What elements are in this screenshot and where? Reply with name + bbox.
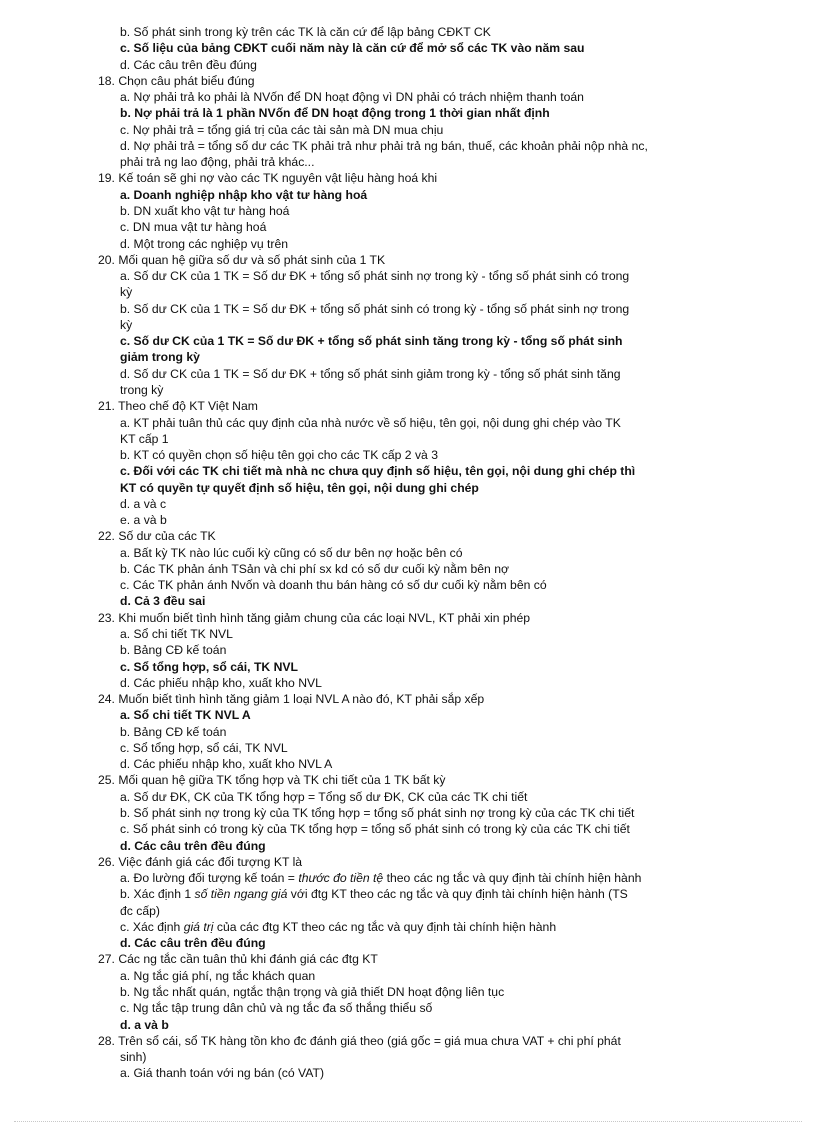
option-line (120, 870, 641, 886)
option-line: a. Doanh nghiệp nhập kho vật tư hàng hoá (120, 187, 368, 202)
option-line: b. DN xuất kho vật tư hàng hoá (120, 204, 290, 218)
option-line: KT có quyền tự quyết định số hiệu, tên gọi, nội dung ghi chép (120, 480, 479, 495)
line-text: b. Xác định 1 (120, 887, 195, 902)
question-line: 25. Mối quan hệ giữa TK tổng hợp và TK chi tiết của 1 TK bất kỳ (98, 773, 446, 788)
option-line: d. Nợ phải trả = tổng số dư các TK phải trả như phải trả ng bán, thuế, các khoản phải nộp nhà nc, (120, 138, 648, 153)
option-line: d. a và b (120, 1017, 169, 1032)
question-line: 26. Việc đánh giá các đối tượng KT là (98, 854, 303, 869)
option-line: d. Các câu trên đều đúng (120, 936, 266, 951)
option-line: a. Số dư CK của 1 TK = Số dư ĐK + tổng số phát sinh nợ trong kỳ - tổng số phát sinh có trong (120, 269, 630, 283)
question-line: 21. Theo chế độ KT Việt Nam (98, 399, 258, 414)
option-line: a. Sổ chi tiết TK NVL (120, 627, 233, 641)
option-line: c. DN mua vật tư hàng hoá (120, 220, 267, 235)
option-line: KT cấp 1 (120, 431, 169, 446)
option-line: b. Số phát sinh nợ trong kỳ của TK tổng hợp = tổng số phát sinh nợ trong kỳ của các TK chi tiết (120, 806, 635, 820)
option-line: d. Các phiếu nhập kho, xuất kho NVL A (120, 757, 333, 772)
option-line: a. Sổ chi tiết TK NVL A (120, 708, 251, 723)
option-line: kỳ (120, 285, 133, 300)
option-line: c. Các TK phản ánh Nvốn và doanh thu bán hàng có số dư cuối kỳ nằm bên có (120, 578, 547, 593)
option-line: d. Số dư CK của 1 TK = Số dư ĐK + tổng số phát sinh giảm trong kỳ - tổng số phát sinh tăng (120, 366, 621, 381)
option-line: b. Số phát sinh trong kỳ trên các TK là căn cứ để lập bảng CĐKT CK (120, 25, 491, 39)
question-line: 28. Trên sổ cái, sổ TK hàng tồn kho đc đánh giá theo (giá gốc = giá mua chưa VAT + chi phí phát (98, 1033, 621, 1048)
option-line: kỳ (120, 317, 133, 332)
option-line: c. Sổ tổng hợp, sổ cái, TK NVL (120, 659, 298, 674)
line-text: c. Xác định (120, 919, 184, 934)
option-line: b. Các TK phản ánh TSản và chi phí sx kd có số dư cuối kỳ nằm bên nợ (120, 561, 509, 576)
option-line: d. Một trong các nghiệp vụ trên (120, 236, 289, 251)
line-text: a. Đo lường đối tượng kế toán = (120, 871, 299, 885)
option-line: phải trả ng lao động, phải trả khác... (120, 155, 315, 170)
option-line: a. Giá thanh toán với ng bán (có VAT) (120, 1066, 325, 1081)
option-line: b. Số dư CK của 1 TK = Số dư ĐK + tổng số phát sinh có trong kỳ - tổng số phát sinh nợ trong (120, 301, 630, 316)
question-line: 27. Các ng tắc cần tuân thủ khi đánh giá các đtg KT (98, 952, 378, 967)
option-line: a. Ng tắc giá phí, ng tắc khách quan (120, 968, 316, 983)
question-line: 24. Muốn biết tình hình tăng giảm 1 loại NVL A nào đó, KT phải sắp xếp (98, 692, 485, 707)
option-line: c. Số liệu của bảng CĐKT cuối năm này là căn cứ để mở sổ các TK vào năm sau (120, 41, 585, 56)
page-bottom-divider (14, 1121, 802, 1122)
question-line: 20. Mối quan hệ giữa số dư và số phát sinh của 1 TK (98, 252, 386, 267)
option-line: c. Số phát sinh có trong kỳ của TK tổng hợp = tổng số phát sinh có trong kỳ của các TK chi tiết (120, 822, 630, 837)
question-line: 19. Kế toán sẽ ghi nợ vào các TK nguyên vật liệu hàng hoá khi (98, 171, 438, 186)
option-line: b. KT có quyền chọn số hiệu tên gọi cho các TK cấp 2 và 3 (120, 448, 438, 462)
option-line: c. Nợ phải trả = tổng giá trị của các tài sản mà DN mua chịu (120, 122, 444, 137)
emphasized-text: thước đo tiền tệ (298, 871, 384, 885)
option-line: b. Ng tắc nhất quán, ngtắc thận trọng và giả thiết DN hoạt động liên tục (120, 984, 505, 999)
option-line: sinh) (120, 1050, 147, 1064)
question-line: 18. Chọn câu phát biểu đúng (98, 73, 255, 88)
option-line: a. Số dư ĐK, CK của TK tổng hợp = Tổng số dư ĐK, CK của các TK chi tiết (120, 789, 528, 804)
line-text: của các đtg KT theo các ng tắc và quy định tài chính hiện hành (213, 919, 557, 934)
option-line: d. a và c (120, 496, 167, 511)
option-line: b. Bảng CĐ kế toán (120, 643, 227, 658)
question-line: 23. Khi muốn biết tình hình tăng giảm chung của các loại NVL, KT phải xin phép (98, 610, 531, 625)
option-line: c. Đối với các TK chi tiết mà nhà nc chưa quy định số hiệu, tên gọi, nội dung ghi chép thì (120, 464, 636, 479)
option-line: a. Nợ phải trả ko phải là NVốn để DN hoạt động vì DN phải có trách nhiệm thanh toán (120, 90, 584, 105)
option-line: c. Ng tắc tập trung dân chủ và ng tắc đa số thắng thiểu số (120, 1001, 433, 1016)
option-line: c. Sổ tổng hợp, sổ cái, TK NVL (120, 740, 288, 755)
option-line: đc cấp) (120, 903, 160, 918)
option-line: b. Bảng CĐ kế toán (120, 724, 227, 739)
option-line: d. Cả 3 đều sai (120, 594, 206, 609)
option-line: d. Các câu trên đều đúng (120, 838, 266, 853)
option-line: a. KT phải tuân thủ các quy định của nhà nước về số hiệu, tên gọi, nội dung ghi chép vào TK (120, 415, 621, 430)
line-text: với đtg KT theo các ng tắc và quy định tài chính hiện hành (TS (287, 887, 628, 902)
option-line: e. a và b (120, 513, 167, 528)
emphasized-text: giá trị (183, 919, 214, 934)
question-line: 22. Số dư của các TK (98, 529, 216, 544)
option-line: trong kỳ (120, 382, 164, 397)
option-line: d. Các phiếu nhập kho, xuất kho NVL (120, 675, 322, 690)
option-line: d. Các câu trên đều đúng (120, 57, 257, 72)
emphasized-text: số tiền ngang giá (194, 887, 288, 902)
option-line: c. Số dư CK của 1 TK = Số dư ĐK + tổng số phát sinh tăng trong kỳ - tổng số phát sinh (120, 334, 623, 349)
option-line: giảm trong kỳ (120, 350, 200, 365)
line-text: theo các ng tắc và quy định tài chính hiện hành (383, 871, 642, 885)
option-line (120, 886, 628, 902)
option-line (120, 919, 556, 935)
option-line: a. Bất kỳ TK nào lúc cuối kỳ cũng có số dư bên nợ hoặc bên có (120, 545, 463, 560)
option-line: b. Nợ phải trả là 1 phần NVốn để DN hoạt động trong 1 thời gian nhất định (120, 106, 550, 121)
